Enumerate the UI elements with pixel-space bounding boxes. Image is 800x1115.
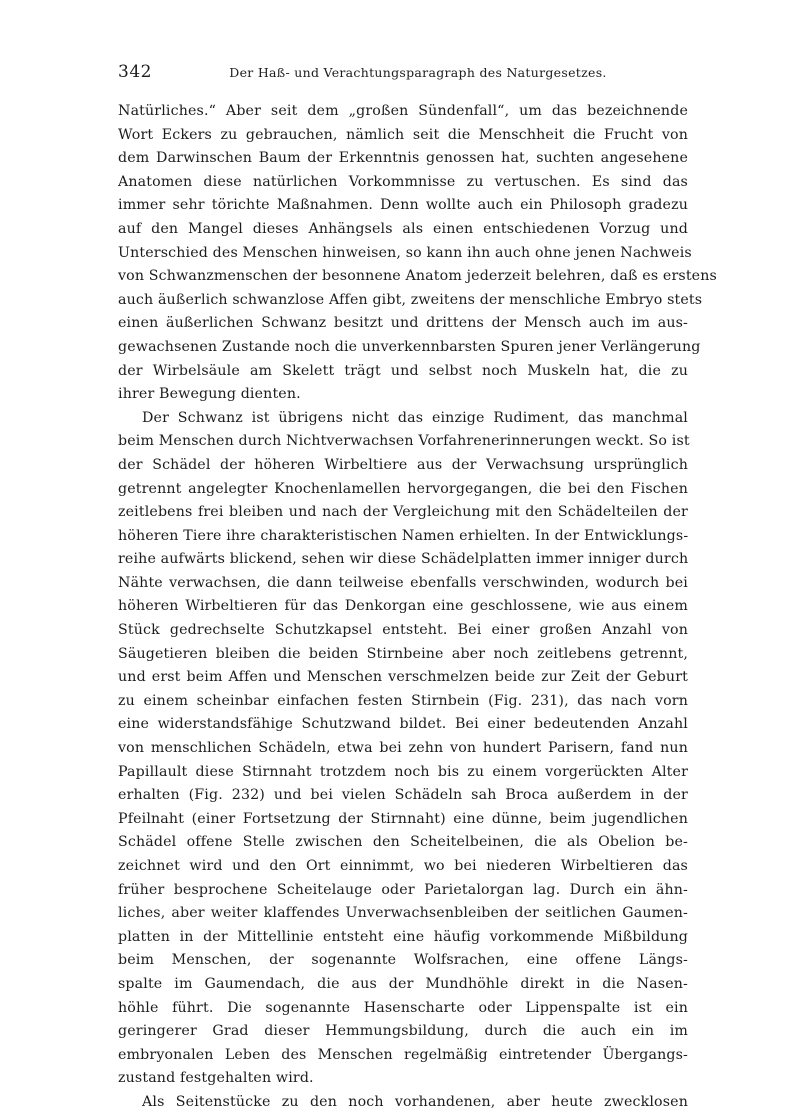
text-line: dem Darwinschen Baum der Erkenntnis genossen hat, suchten angesehene — [118, 150, 688, 167]
text-line: platten in der Mittellinie entsteht eine häufig vorkommende Mißbildung — [118, 928, 688, 945]
text-line: Schädel offene Stelle zwischen den Scheitelbeinen, die als Obelion be- — [118, 834, 688, 851]
page-number: 342 — [118, 62, 152, 82]
page-header — [118, 62, 688, 92]
text-line: getrennt angelegter Knochenlamellen hervorgegangen, die bei den Fischen — [118, 480, 688, 497]
text-line: eine widerstandsfähige Schutzwand bildet. Bei einer bedeutenden Anzahl — [118, 716, 688, 733]
text-line: Als Seitenstücke zu den noch vorhandenen, aber heute zwecklosen — [142, 1093, 688, 1110]
text-line: und erst beim Affen und Menschen verschmelzen beide zur Zeit der Geburt — [118, 669, 688, 686]
text-line: Natürliches.“ Aber seit dem „großen Sündenfall“, um das bezeichnende — [118, 103, 688, 119]
text-line: embryonalen Leben des Menschen regelmäßig eintretender Übergangs- — [118, 1046, 688, 1063]
text-line: erhalten (Fig. 232) und bei vielen Schädeln sah Broca außerdem in der — [118, 787, 688, 804]
paragraph-2 — [118, 407, 688, 1091]
text-line: gewachsenen Zustande noch die unverkennbarsten Spuren jener Verlängerung — [118, 338, 701, 355]
text-line: spalte im Gaumendach, die aus der Mundhöhle direkt in die Nasen- — [118, 975, 688, 992]
text-line: der Wirbelsäule am Skelett trägt und selbst noch Muskeln hat, die zu — [118, 362, 688, 379]
text-line: von menschlichen Schädeln, etwa bei zehn von hundert Parisern, fand nun — [118, 740, 688, 757]
text-line: Stück gedrechselte Schutzkapsel entsteht. Bei einer großen Anzahl von — [118, 622, 688, 639]
text-line: Pfeilnaht (einer Fortsetzung der Stirnnaht) eine dünne, beim jugendlichen — [118, 810, 688, 827]
text-line: beim Menschen durch Nichtverwachsen Vorfahrenerinnerungen weckt. So ist — [118, 433, 690, 450]
text-line: der Schädel der höheren Wirbeltiere aus der Verwachsung ursprünglich — [118, 456, 688, 473]
text-line: liches, aber weiter klaffendes Unverwachsenbleiben der seitlichen Gaumen- — [118, 905, 688, 922]
text-line: reihe aufwärts blickend, sehen wir diese Schädelplatten immer inniger durch — [118, 551, 689, 568]
text-line: einen äußerlichen Schwanz besitzt und drittens der Mensch auch im aus- — [118, 315, 688, 332]
text-line: von Schwanzmenschen der besonnene Anatom jederzeit belehren, daß es erstens — [118, 268, 717, 285]
paragraph-3 — [118, 1091, 688, 1115]
text-line: höheren Tiere ihre charakteristischen Namen erhielten. In der Entwicklungs- — [118, 527, 689, 544]
text-line: zeitlebens frei bleiben und nach der Vergleichung mit den Schädelteilen der — [118, 504, 688, 521]
text-line: Nähte verwachsen, die dann teilweise ebenfalls verschwinden, wodurch bei — [118, 574, 688, 591]
text-line: zeichnet wird und den Ort einnimmt, wo bei niederen Wirbeltieren das — [118, 858, 688, 874]
text-line: Papillault diese Stirnnaht trotzdem noch bis zu einem vorgerückten Alter — [118, 763, 688, 780]
text-line: höheren Wirbeltieren für das Denkorgan eine geschlossene, wie aus einem — [118, 598, 688, 615]
text-line: beim Menschen, der sogenannte Wolfsrachen, eine offene Längs- — [118, 952, 688, 969]
text-line: geringerer Grad dieser Hemmungsbildung, durch die auch ein im — [118, 1023, 688, 1040]
text-line: höhle führt. Die sogenannte Hasenscharte oder Lippenspalte ist ein — [118, 999, 688, 1016]
text-line: zustand festgehalten wird. — [118, 1070, 314, 1087]
text-line: auch äußerlich schwanzlose Affen gibt, zweitens der menschliche Embryo stets — [118, 291, 703, 308]
text-line: früher besprochene Scheitelauge oder Parietalorgan lag. Durch ein ähn- — [118, 881, 688, 898]
paragraph-1 — [118, 100, 717, 407]
body-text — [118, 100, 717, 1115]
text-line: Der Schwanz ist übrigens nicht das einzige Rudiment, das manchmal — [142, 409, 688, 426]
running-head: Der Haß- und Verachtungsparagraph des Naturgesetzes. — [229, 65, 607, 80]
text-line: Wort Eckers zu gebrauchen, nämlich seit die Menschheit die Frucht von — [118, 126, 688, 143]
text-line: Unterschied des Menschen hinweisen, so kann ihn auch ohne jenen Nachweis — [118, 244, 692, 261]
text-line: Säugetieren bleiben die beiden Stirnbeine aber noch zeitlebens getrennt, — [118, 645, 688, 662]
text-line: auf den Mangel dieses Anhängsels als einen entschiedenen Vorzug und — [118, 220, 688, 237]
text-line: immer sehr törichte Maßnahmen. Denn wollte auch ein Philosoph gradezu — [118, 197, 688, 214]
text-line: zu einem scheinbar einfachen festen Stirnbein (Fig. 231), das nach vorn — [118, 692, 688, 709]
text-line: Anatomen diese natürlichen Vorkommnisse zu vertuschen. Es sind das — [118, 173, 688, 190]
text-line: ihrer Bewegung dienten. — [118, 386, 301, 403]
